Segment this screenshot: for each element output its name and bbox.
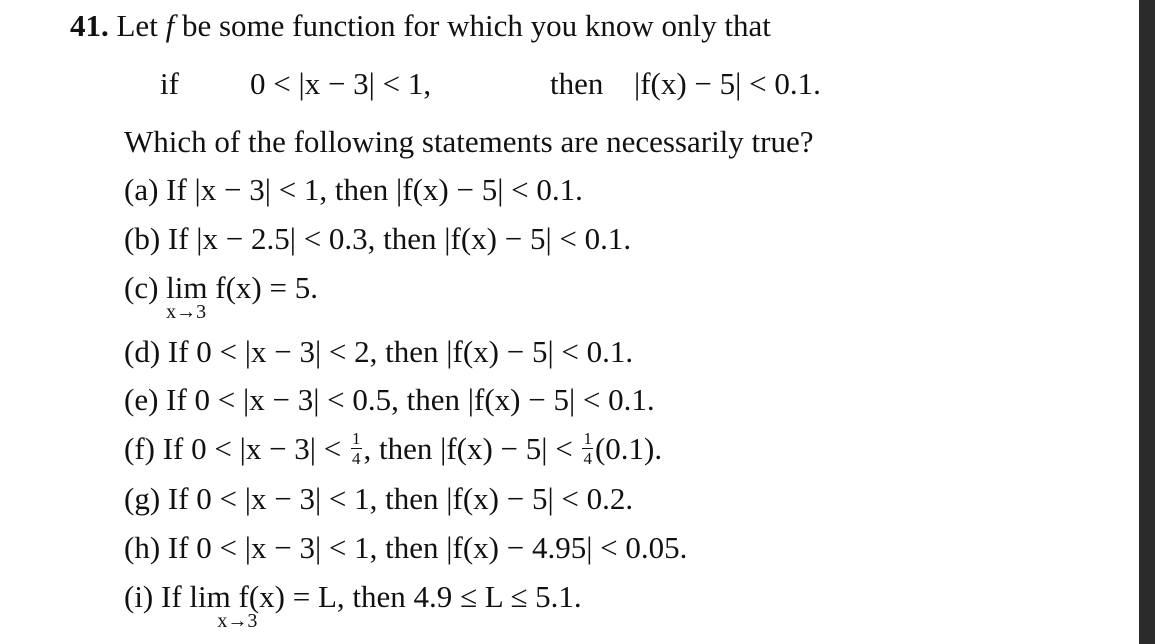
statement-e — [124, 384, 655, 415]
statement-f-frac1-num: 1 — [352, 429, 361, 449]
statement-i-lim: lim — [189, 579, 231, 614]
statement-g-label: (g) — [124, 481, 161, 516]
statement-b-text: If |x − 2.5| < 0.3, then |f(x) − 5| < 0.1. — [167, 221, 632, 256]
question-text: Which of the following statements are necessarily true? — [124, 124, 814, 159]
statement-a-label: (a) — [124, 172, 159, 207]
statement-b-label: (b) — [124, 221, 161, 256]
statement-e-text: If 0 < |x − 3| < 0.5, then |f(x) − 5| < 0.1. — [166, 382, 655, 417]
statement-f-frac2-num: 1 — [583, 429, 592, 449]
statement-c-limit-subscript: x→3 — [166, 301, 207, 323]
statement-f-post: (0.1). — [594, 431, 663, 466]
statement-i-post: f(x) = L, then 4.9 ≤ L ≤ 5.1. — [238, 579, 582, 614]
statement-g — [124, 483, 633, 514]
hypothesis-result: |f(x) − 5| < 0.1. — [634, 66, 821, 101]
statement-e-label: (e) — [124, 382, 159, 417]
intro-f: f — [165, 8, 175, 43]
hypothesis-condition: 0 < |x − 3| < 1, — [250, 66, 432, 101]
statement-d-label: (d) — [124, 334, 161, 369]
statement-d-text: If 0 < |x − 3| < 2, then |f(x) − 5| < 0.1. — [167, 334, 634, 369]
statement-f-label: (f) — [124, 431, 155, 466]
statement-c-lim: lim — [166, 270, 208, 305]
statement-b — [124, 223, 631, 254]
statement-c-text: f(x) = 5. — [215, 270, 318, 305]
statement-c-label: (c) — [124, 270, 159, 305]
statement-d — [124, 336, 633, 367]
statement-i-limit-subscript: x→3 — [217, 610, 258, 632]
statement-f-mid: , then |f(x) − 5| < — [363, 431, 581, 466]
statement-i-label: (i) — [124, 579, 154, 614]
statement-f — [124, 429, 663, 470]
statement-a — [124, 174, 583, 205]
problem-intro — [70, 10, 771, 41]
hypothesis-if: if — [160, 66, 179, 101]
statement-c-limit — [166, 270, 208, 323]
intro-post: be some function for which you know only that — [174, 8, 771, 43]
statement-f-fraction-1 — [351, 430, 362, 467]
statement-f-frac2-den: 4 — [583, 449, 592, 469]
statement-f-pre: If 0 < |x − 3| < — [162, 431, 349, 466]
problem-number: 41. — [70, 8, 109, 43]
window-edge-bar — [1139, 0, 1155, 644]
statement-i-pre: If — [161, 579, 190, 614]
intro-pre: Let — [116, 8, 166, 43]
statement-a-text: If |x − 3| < 1, then |f(x) − 5| < 0.1. — [166, 172, 583, 207]
statement-i — [124, 579, 582, 632]
statement-h-label: (h) — [124, 530, 161, 565]
hypothesis-then: then — [550, 66, 604, 101]
statement-c — [124, 270, 318, 323]
statement-i-limit — [189, 579, 258, 632]
statement-f-frac1-den: 4 — [352, 449, 361, 469]
statement-f-fraction-2 — [582, 430, 593, 467]
statement-h — [124, 532, 687, 563]
statement-h-text: If 0 < |x − 3| < 1, then |f(x) − 4.95| < 0.05. — [167, 530, 688, 565]
statement-g-text: If 0 < |x − 3| < 1, then |f(x) − 5| < 0.2. — [167, 481, 634, 516]
